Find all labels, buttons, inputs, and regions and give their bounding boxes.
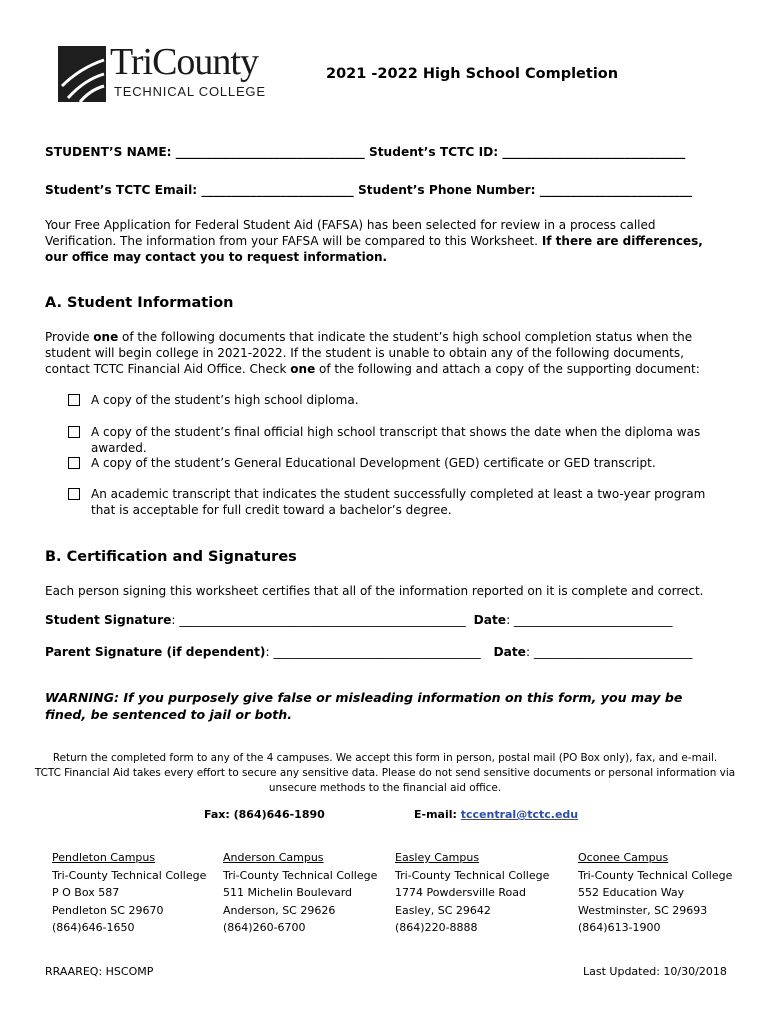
campus-pendleton: Pendleton Campus Tri-County Technical College P O Box 587 Pendleton SC 29670 (864)646-1650 [52, 851, 207, 935]
parent-date-field[interactable]: : __________________________ [525, 645, 693, 659]
option-academic-transcript: An academic transcript that indicates the student successfully completed at least a two-year program that is acceptable for full credit toward a bachelor’s degree. [68, 486, 728, 518]
section-a-paragraph: Provide one of the following documents that indicate the student’s high school completion status when the student will begin college in 2021-2022. If the student is unable to obtain any of the following documents, contact TCTC Financial Aid Office. Check one of the following and attach a copy of the supporting document: [45, 330, 700, 376]
email-link[interactable]: tccentral@tctc.edu [460, 808, 579, 821]
name-id-row [45, 145, 685, 159]
campus-oconee: Oconee Campus Tri-County Technical College 552 Education Way Westminster, SC 29693 (864)613-1900 [578, 851, 733, 935]
option-transcript: A copy of the student’s final official high school transcript that shows the date when the diploma was awarded. [68, 424, 728, 456]
checkbox-diploma[interactable] [68, 394, 80, 406]
logo-mark-icon [58, 46, 108, 104]
student-name-field[interactable]: STUDENT’S NAME: _______________________________ [45, 145, 365, 159]
student-id-field[interactable]: Student’s TCTC ID: ______________________________ [368, 145, 686, 159]
option-ged: A copy of the student’s General Educational Development (GED) certificate or GED transcript. [68, 455, 728, 471]
logo-wordmark: TriCounty [110, 41, 258, 83]
campus-anderson: Anderson Campus Tri-County Technical College 511 Michelin Boulevard Anderson, SC 29626 (864)260-6700 [223, 851, 378, 935]
section-a-heading: A. Student Information [45, 295, 234, 311]
last-updated: Last Updated: 10/30/2018 [583, 965, 727, 978]
email-phone-row [45, 183, 692, 197]
student-signature-row: Student Signature: _______________________________________________ Date: __________________________ [45, 613, 673, 627]
college-logo [58, 41, 278, 106]
section-b-heading: B. Certification and Signatures [45, 549, 297, 565]
logo-subtitle: TECHNICAL COLLEGE [114, 84, 266, 99]
parent-signature-row: Parent Signature (if dependent): __________________________________ Date: __________________________ [45, 645, 693, 659]
parent-signature-field[interactable]: : __________________________________ [265, 645, 481, 659]
page-title: 2021 -2022 High School Completion [326, 66, 619, 82]
option-diploma: A copy of the student’s high school diploma. [68, 392, 728, 408]
checkbox-transcript[interactable] [68, 426, 80, 438]
form-code: RRAAREQ: HSCOMP [45, 965, 154, 978]
certification-text: Each person signing this worksheet certifies that all of the information reported on it is complete and correct. [45, 584, 704, 598]
student-email-field[interactable]: Student’s TCTC Email: _________________________ [45, 183, 354, 197]
warning-text: WARNING: If you purposely give false or misleading information on this form, you may be fined, be sentenced to jail or both. [45, 690, 683, 722]
student-phone-field[interactable]: Student’s Phone Number: _________________________ [357, 183, 693, 197]
email-contact: E-mail: tccentral@tctc.edu [414, 808, 579, 821]
campus-easley: Easley Campus Tri-County Technical College 1774 Powdersville Road Easley, SC 29642 (864)220-8888 [395, 851, 550, 935]
checkbox-academic-transcript[interactable] [68, 488, 80, 500]
student-date-field[interactable]: : __________________________ [506, 613, 673, 627]
fax-number: Fax: (864)646-1890 [204, 808, 325, 821]
student-signature-field[interactable]: : _______________________________________________ [171, 613, 466, 627]
return-instructions: Return the completed form to any of the 4 campuses. We accept this form in person, postal mail (PO Box only), fax, and e-mail. TCTC Financial Aid takes every effort to secure any sensitive data. Please do not send sensitive documents or personal information via unsecure methods to the financial aid office. [34, 752, 736, 794]
intro-paragraph: Your Free Application for Federal Student Aid (FAFSA) has been selected for review in a process called Verification. The information from your FAFSA will be compared to this Worksheet. If there are differences, our office may contact you to request information. [45, 218, 703, 264]
checkbox-ged[interactable] [68, 457, 80, 469]
